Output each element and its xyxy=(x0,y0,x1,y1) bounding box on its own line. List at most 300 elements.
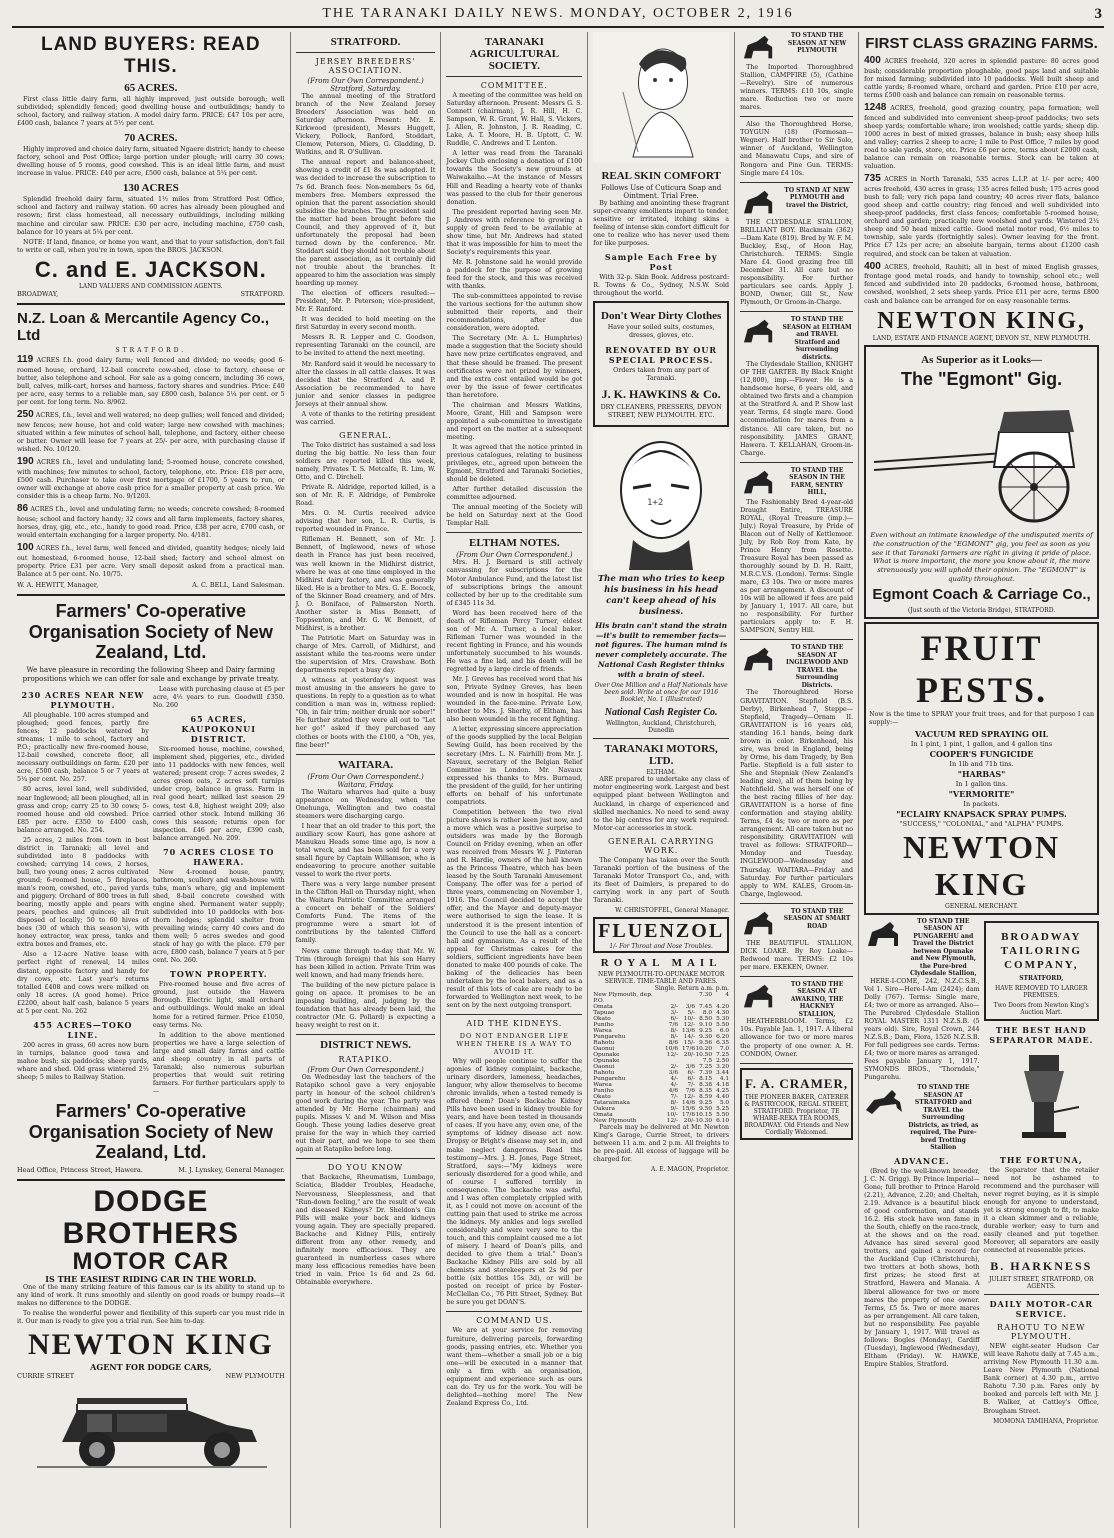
article-paragraph: The election of officers resulted:—President, Mr. P. Peterson; vice-president, Mr. F. Ranford. xyxy=(295,290,436,314)
lot-acres: 119 xyxy=(17,354,34,366)
farmers-manager: M. J. Lynskey, General Manager. xyxy=(178,1166,285,1175)
timetable-cell: 7.0 xyxy=(719,1046,730,1052)
newton-address-left: CURRIE STREET xyxy=(17,1372,75,1381)
lot-acres: 250 xyxy=(17,409,34,421)
article-paragraph: The sub-committees appointed to revise the various sections for the autumn show submitted their reports, and their recommendations, after due consideration, were adopted. xyxy=(446,293,583,333)
timetable-columns: Single. Return a.m. p.m. xyxy=(654,985,730,992)
stallion-heading: TO STAND AT NEW PLYMOUTH and travel the District, xyxy=(784,186,850,209)
divider xyxy=(740,976,853,977)
article-paragraph: News came through to-day that Mr. W. Trim (through foreign) that his son Harry has been killed in action. Private Trim was well known, and had many friends here. xyxy=(295,947,436,979)
horse-icon xyxy=(740,981,778,1013)
timetable-cell: 2/- xyxy=(670,1004,679,1010)
cuticura-heading: REAL SKIN COMFORT xyxy=(601,170,721,182)
trotter-name: ADVANCE. xyxy=(894,1155,950,1166)
timetable-cell: 14/- xyxy=(683,1034,696,1040)
loan-company-sub: STRATFORD. xyxy=(115,347,187,355)
gig-text: Even without an intimate knowledge of the undisputed merits of the construction of the "EGMONT" gig, you feel as soon as you see it that Taranaki farmers are right in giving it pride of place. What is more important, the more you know about it, the more strenuously you will uphold their opinion. The "EGMONT" is quality throughout. xyxy=(870,531,1093,583)
timetable-stop: Okato xyxy=(593,1094,611,1100)
timetable-cell: 7.30 xyxy=(699,992,713,998)
loan-manager: W. A. HEWITT, Manager, xyxy=(17,581,99,590)
stallion-ad xyxy=(864,918,979,978)
royal-mail-text: Parcels may be delivered at Mr. Newton King's Garage, Currie Street, to drivers between 11 a.m. and 2 p.m. All freights to be pre-paid. All excess of luggage will be charged for. xyxy=(593,1124,730,1164)
horse-icon xyxy=(740,467,778,499)
motor-car-heading: MOTOR CAR xyxy=(72,1248,230,1276)
woman-portrait-illustration xyxy=(593,32,729,162)
article-paragraph: The Secretary (Mr. A. L. Humphries) made a suggestion that the Society should have new prize certificates engraved, and that these should be framed. The present certificates were not prized by winners, and the extra cost entailed would be got over by the issue of fewer certificates than heretofore. xyxy=(446,335,583,399)
stallion-heading: TO STAND THE SEASON AT PUNGAREHU and Travel the District between Opunake and New Plymouth, the Pure-bred Clydesdale Stallion, xyxy=(910,917,977,978)
listing-heading: 230 ACRES NEAR NEW PLYMOUTH. xyxy=(21,690,145,711)
lot-acres: 400 xyxy=(864,55,881,67)
article-paragraph: Mr. J. Greves has received word that his son, Private Sydney Greves, has been wounded and is now in hospital. He was wounded in the face-mine. Private Low, brother to Mrs. J. Sherby, of Eltham, has also been wounded in the recent fighting. xyxy=(446,676,583,724)
stallion-ad xyxy=(740,187,853,313)
listing-text: Six-roomed house, machine, cowshed, implement shed, piggeries, etc., divided into 11 paddocks with new fences, well watered; present crop: 7 acres swedes, 2 acres green oats, 2 acres soft turnips under crop, balance in grass. Farm in real good heart; milked last season 29 cows, test 4.8, highest weight 209; also carried other stock. Intend milking 36 cows this season; returns open for inspection. £46 per acre, £390 cash, balance arranged. No. 209. xyxy=(152,746,285,842)
horse-icon xyxy=(740,187,778,219)
express-text: We are at your service for removing furniture, delivering parcels, forwarding goods, passing entries, etc. Whether you want them—whether a small job or a big one—will be executed in a manner that only a firm with an organisation, equipment and experience such as ours can do. Try us for the work. You will be delighted—nothing more! The New Zealand Express Co., Ltd. xyxy=(446,1327,583,1407)
timetable-stop: Warea xyxy=(593,1028,612,1034)
listing-text: All ploughable. 100 acres stumped and ploughed; good fences, partly fire fences; 12 paddocks watered by streams; 1 mile to school, factory and P.O.; practically new five-roomed house, 12-bail cowshed, concrete floor, all necessary outbuildings on farm. £20 per acre, £500 cash, balance 5 or 7 years at 5¼ per cent. No. 257. xyxy=(17,712,149,784)
listing-heading: 70 ACRES CLOSE TO HAWERA. xyxy=(163,846,275,867)
eltham-article xyxy=(446,559,582,1010)
article-paragraph: A meeting of the committee was held on Saturday afternoon. Present: Messrs G. S. Connett (chairman), J. R. Hill, H. C. Sampson, W. R. Grant, W. Hall, S. Vickers, J. Allen, R. Johnston, J. R. Reading, C. Lake, A. T. Moore, H. B. Uptott, C. W. Ruddle, C. Andrews and T. Lenton. xyxy=(446,92,583,148)
lot-description: ACRES f.h., level and undulating land; 5-roomed house, concrete cowshed, with machines; few minutes to school, factory, telephone, etc. Price: £18 per acre, £500 cash. Purchaser to take over first mortgage of £1700, 5 years to run, or owner will exchange at above cash price for a smaller property at cash price. We consider this is a cheap farm. No. 9/1203. xyxy=(17,459,285,501)
fluenzol-sub: 1/- For Throat and Nose Troubles. xyxy=(609,943,713,950)
jackson-firm-sub: LAND VALUERS AND COMMISSION AGENTS. xyxy=(78,282,223,290)
timetable-cell: 4/6 xyxy=(668,1088,679,1094)
property-lot xyxy=(17,542,285,579)
timetable-cell: 3/- xyxy=(670,1010,679,1016)
correspondent-line: (From Our Own Correspondent.) Stratford, Saturday. xyxy=(307,77,424,93)
lot-description: ACRES, f.h., level and well watered; no deep gullies; well fenced and divided; new fences; new house, hot and cold water; large new cowshed with machines; situated within a few minutes of school hall, telephone, and factory, either cheese or butter. Owner will lease for 7 years at 25/- per acre, with purchasing clause if wished. No. 10/120. xyxy=(17,412,285,454)
doans-text: Why will people continue to suffer the agonies of kidney complaint, backache, urinary disorders, lameness, headaches, languor, why allow themselves to become chronic invalids, when a tested remedy is offered them? Doan's Backache Kidney Pills have been used in kidney trouble for years, and have been tested in thousands of cases. If you have any, even one, of the symptoms of kidney disease act now. Dropsy or Bright's disease may set in, and make neglect dangerous. Read this testimony—Mrs. J. H. Jones, Page Street, Stratford, says:—"My kidneys were seriously disordered for a good while, and of course I suffered terribly in consequence. The backache was awful, and I was often completely crippled with it, as I could not move on account of the cutting pain that used to strike me across the kidneys. My ankles and legs swelled considerably and were very sore to the touch, and this complaint caused me a lot of misery. I heard of Doan's pills, and decided to give them a trial." Doan's Backache Kidney Pills are sold by all chemists and storekeepers at 2s 9d per bottle (six bottles 15s 3d), or will be posted on receipt of price by Foster-McClellan Co., 76 Pitt Street, Sydney. But be sure you get DOAN'S. xyxy=(446,1058,583,1307)
taranaki-motors-sub: ELTHAM. xyxy=(646,769,676,777)
fruit-pests-heading: FRUIT PESTS. xyxy=(916,627,1048,710)
listing-text: New 4-roomed house, pantry, bathroom, scullery and wash-house with tubs, man's whare, gig and implement shed, 8-bail concrete cowshed with engine shed. Permanent water supply; subdivided into 10 paddocks with box-thorn hedges; splendid shelter from prevailing winds; carry 40 cows and do them well; 5 acres swedes and good stack of hay go with the place. £79 per acre, £800 cash, balance 7 years at 5 per cent. No. 260. xyxy=(152,868,285,965)
divider xyxy=(740,462,853,463)
motor-service-signature: MOMONA TAMIHANA, Proprietor. xyxy=(993,1417,1100,1425)
newton-king-heading: NEWTON KING xyxy=(28,1328,274,1362)
timetable-cell: 10.50 xyxy=(695,1052,713,1058)
timetable-cell: 9.25 xyxy=(699,1100,713,1106)
note-text: NOTE: If land, finance, or home you want, and that to your satisfaction, don't fail to write or call, when you're in town, upon the BROS. JACKSON. xyxy=(17,238,285,254)
property-lot xyxy=(17,354,285,407)
cramer-heading: F. A. CRAMER, xyxy=(744,1075,849,1091)
timetable-cell: 7.5 xyxy=(702,1058,713,1064)
dry-cleaners-ad xyxy=(593,301,729,426)
divider xyxy=(740,182,853,183)
timetable-stop: Warea xyxy=(593,1082,612,1088)
timetable-cell: 6/- xyxy=(687,1070,696,1076)
horse-icon xyxy=(740,316,778,348)
stallion-text: The Clydesdale Stallion, KNIGHT OF THE GARTER. By Black Knight (12,800), imp.—Flower. He is a handsome horse, 6 years old, and obtained two firsts and a champion at the Stratford A. and P. Show last year. Terms, £4 single mare. Good accommodation for mares from a distance. All care taken, but no responsibility. JAMES GRANT, Hawera. T. KELLAHAN, Groom-in-Charge. xyxy=(740,361,854,457)
article-paragraph: Word has been received here of the death of Rifleman Percy Turner, eldest son of Mr. A. Turner, a local baker. Rifleman Turner was wounded in the recent fighting in France, and his wounds unfortunately succumbed to his wounds. He was a fine lad, and his death will be regretted by a large circle of friends. xyxy=(446,609,583,674)
timetable-cell: 15/- xyxy=(683,1040,696,1046)
timetable-stop: Opunake xyxy=(593,1052,620,1058)
stallion-ad xyxy=(740,316,853,463)
timetable-cell: 5.25 xyxy=(716,1106,730,1112)
fortuna-name: THE FORTUNA, xyxy=(999,1154,1083,1165)
newton-king-land-sub: LAND, ESTATE AND FINANCE AGENT, DEVON ST., NEW PLYMOUTH. xyxy=(872,334,1091,342)
ncr-text: His brain can't stand the strain—it's built to remember facts—not figures. The human mind is never completely accurate. The National Cash Register thinks with a brain of steel. xyxy=(595,620,728,679)
fruit-product: In packets. xyxy=(963,799,1000,808)
property-lot xyxy=(864,173,1099,258)
timetable-cell: 13/6 xyxy=(682,1028,696,1034)
stallion-ad xyxy=(740,32,853,117)
timetable-stop: Omata xyxy=(593,1004,613,1010)
timetable-stop: Rahotu xyxy=(593,1070,615,1076)
ncr-small: Over One Million and a Half Nationals have been sold. Write at once for our 1916 Booklet, No. 1 (Illustrated) xyxy=(594,682,728,704)
timetable-cell: 4.18 xyxy=(716,1082,730,1088)
stallion-text: HEATHERBLOOM. Terms, £2 10s. Payable Jan. 1, 1917. A liberal allowance for two or more mares the property of one owner. A. H. CONDON, Owner. xyxy=(740,1018,854,1058)
stallion-text: HERE-I-COME, 242, N.Z.C.S.B., Vol 1. Sire—Here-I-Am (2424); dam Dolly (767). Terms: Single mare, £4; two or more as arranged. Also— The Purebred Clydesdale Stallion ROYAL MASTER 1311 N.Z.S.B. (5 years old). Sire, Royal Crown, 244 N.Z.S.B.; Dam, Flora, 1526 N.Z.S.B. For full pedigrees see cards. Terms: £4; two or more mares as arranged. Fees payable January 1, 1917. SYMONDS BROS., "Thorndale," Pungarehu. xyxy=(864,977,980,1082)
svg-text:1+2: 1+2 xyxy=(647,497,664,508)
agricultural-society-heading: TARANAKI AGRICULTURAL SOCIETY. xyxy=(469,36,560,72)
lot-description: ACRES freehold, 320 acres in splendid pasture: 80 acres good bush; considerable proportion ploughable, good paps land and suitable for mixed farming; subdivided into 10 paddocks. Well built sheep and cattle yards; 8-roomed whare, orchard and garden. Price £10 per acre, terms £500 cash and balance can remain on reasonable terms. xyxy=(864,58,1100,100)
general-subheading: GENERAL. xyxy=(339,430,392,440)
divider xyxy=(740,639,853,640)
horse-icon xyxy=(740,644,778,676)
column-1 xyxy=(12,32,291,1528)
lot-text: First class little dairy farm, all highly improved, just outside borough; well subdivided; splendidly fenced; good dwelling house and outbuildings; handy to school, factory, and railway station. A model dairy farm. PRICE: £47 10s per acre, £400 cash, balance 7 years at 5½ per cent. xyxy=(17,96,285,128)
column-6 xyxy=(859,32,1104,1528)
article-paragraph: A letter was read from the Taranaki Jockey Club enclosing a donation of £100 towards the Society's new grounds at Waiwakaiho.—At the instance of Messrs Hill and Reading a hearty vote of thanks was passed to the club for their generous donation. xyxy=(446,150,583,206)
timetable-stop: Puniho xyxy=(593,1022,614,1028)
timetable-cell: 9.56 xyxy=(699,1040,713,1046)
carrying-signature: W. CHRISTOFFEL, General Manager. xyxy=(615,907,730,914)
timetable-cell: 8.59 xyxy=(699,1094,713,1100)
lot-acres: 100 xyxy=(17,542,34,554)
separator-text: the Separator that the retailer need not be ashamed to recommend and the purchaser will never regret buying, as it is simple enough for anyone to understand, yet is strong enough to fit, to make it a clean skimmer and a reliable, durable worker; easy to turn and easily cleaned and put together. Moreover, all separators are easily connected at reasonable prices. xyxy=(983,1166,1100,1255)
timetable-stop: Omata xyxy=(593,1112,613,1118)
farmers-coop-title: Farmers' Co-operative Organisation Society of New Zealand, Ltd. xyxy=(28,601,273,663)
orders-line: Orders taken from any part of Taranaki. xyxy=(613,366,710,382)
stallion-text: The Imported Thoroughbred Stallion, CAMPFIRE (5), (Cathine—Revelry). Sire of numerous winners. TERMS: £10 10s, single mare. Reduction two or more mares. xyxy=(740,64,854,112)
lot-acres: 1248 xyxy=(864,102,887,114)
timetable-cell: 20/- xyxy=(683,1052,696,1058)
fruit-product: "HARBAS" xyxy=(957,768,1006,779)
timetable-cell: 8.38 xyxy=(699,1082,713,1088)
timetable-cell: 10/- xyxy=(666,1112,679,1118)
timetable-cell: 8/- xyxy=(670,1034,679,1040)
carrying-text: The Company has taken over the South Taranaki portion of the business of the Taranaki Motor Transport Co., and, with its fleet of Daimlers, is prepared to do carrying work in any part of South Taranaki. xyxy=(593,856,730,904)
gin-pills-text: that Backache, Rheumatism, Lumbago, Sciatica, Bladder Troubles, Headache, Nervousness, Sleeplessness, and that "Run-down feeling," are the result of weak and diseased Kidneys? Dr. Sheldon's Gin Pills will make your back and kidneys young again. They are specially prepared. Backache and Kidney Pills, entirely different from any other remedy, and infinitely more efficacious. They are guaranteed in numberless cases where many less efficacious remedies have been tried in vain. Price 1s 6d and 2s 6d. Obtainable everywhere. xyxy=(295,1174,436,1287)
timetable-stop: New Plymouth, dep. P.O. xyxy=(593,992,653,1004)
fruit-product: "SUCCESS," "COLONIAL," and "ALPHA" PUMPS. xyxy=(899,819,1064,828)
timetable-cell: 8/- xyxy=(670,1028,679,1034)
timetable-cell: 12/- xyxy=(683,1094,696,1100)
timetable-cell: 9.10 xyxy=(699,1022,713,1028)
man-head-illustration xyxy=(593,430,729,570)
correspondent-line: (From Our Own Correspondent.) xyxy=(456,551,573,560)
timetable-stop: Pungarehu xyxy=(593,1076,626,1082)
article-paragraph: A letter, expressing sincere appreciation of the goods supplied by the local Belgian Sewing Guild, has been received by the secretary (Mrs. L. N. Fairhill) from Mr. J. Navaux, secretary of the Belgian Relief Committee in London. Mr. Navaux expressed his thanks to Mrs. Burnaud, the president of the guild, for her untiring efforts on behalf of his unfortunate compatriots. xyxy=(446,726,583,806)
timetable-cell: 6.10 xyxy=(716,1118,730,1124)
timetable-stop: Rahotu xyxy=(593,1040,615,1046)
land-buyers-heading: LAND BUYERS: READ THIS. xyxy=(40,34,261,77)
timetable-cell: 6.0 xyxy=(719,1028,730,1034)
jackson-firm-name: C. and E. JACKSON. xyxy=(34,256,267,282)
column-2 xyxy=(291,32,442,1528)
listing-text: 200 acres in grass, 60 acres now burn in turnips, balance good tawa and mahoe bush; six paddocks; sheep yards, whare and shed. Old grass wintered 2½ sheep; 5 miles to Railway Station. xyxy=(17,1041,149,1081)
cramer-sub: THE PIONEER BAKER, CATERER & PASTRYCOOK, REGAL STREET, STRATFORD. Proprietor, TE WHARE-REKA TEA ROOMS, BROADWAY. Old Friends and New Cordially Welcomed. xyxy=(744,1093,849,1136)
lot-text: Highly improved and choice dairy farm, situated Ngaere district; handy to cheese factory, school and Post Office; large portion under plough; will carry 30 cows; dwelling house of 5 rooms, good cowshed. This is an ideal little farm, and must increase in value. PRICE: £40 per acre, £500 cash, balance at 5¼ per cent. xyxy=(17,146,285,178)
timetable-cell: 20/- xyxy=(683,1118,696,1124)
timetable-cell: 8.15 xyxy=(699,1076,713,1082)
article-paragraph: The annual meeting of the Stratford branch of the New Zealand Jersey Breeders' Association was held on Saturday afternoon. Present: Mr. E. Kirkwood (president), Messrs Huggett, Vickery, Pollock, Ranford, Stoddart, Clemow, Peterson, Miers, G. Gladding, D. Watkins, and R. O'Sullivan. xyxy=(295,93,436,157)
command-us-heading: COMMAND US. xyxy=(476,1316,553,1326)
timetable-cell: 14/6 xyxy=(682,1100,696,1106)
cream-separator-illustration xyxy=(984,1047,1094,1147)
timetable-cell: 4.40 xyxy=(716,1094,730,1100)
stallion-ad xyxy=(740,981,853,1064)
article-paragraph: Private R. Aldridge, reported killed, is a son of Mr. R. F. Aldridge, of Pembroke Road. xyxy=(295,484,436,508)
timetable-cell: 10/- xyxy=(683,1016,696,1022)
stallion-heading: TO STAND THE SEASON AT NEW PLYMOUTH xyxy=(787,32,847,54)
listing-text: 80 acres, level land, well subdivided, near Inglewood; all been ploughed, all in grass and crop; carry 25 to 30 cows; 5-roomed house and old cowshed. Price £85 per acre. £350 to £400 cash, balance arranged. No. 254. xyxy=(17,786,149,834)
stallion-ad xyxy=(740,467,853,641)
dodge-tagline: IS THE EASIEST RIDING CAR IN THE WORLD. xyxy=(45,1274,257,1285)
correspondent-line: (From Our Own Correspondent.) Waitara, Friday. xyxy=(307,772,424,789)
lot-description: ACRES, freehold, Rauhiti; all in best of mixed English grasses, frontage good metal roads, and handy to township, school etc.; well fenced and subdivided into 20 paddocks, 6-roomed house, bathroom, cowshed, woolshed, 2 sets sheep yards. Price £11 per acre, terms £800 cash and balance can be arranged for on easy reasonable terms. xyxy=(864,263,1100,305)
page-number: 3 xyxy=(1094,6,1102,22)
motor-service-text: NEW eight-seater Hudson Car will leave Rahotu daily at 7.45 a.m., arriving New Plymouth 11.30 a.m. Leave New Plymouth (National Bank corner) at 4.30 p.m., arrive Rahotu 7.30 p.m. Fares only by booked and parcels left with Mr. J. B. Walker, at Cattley's Office, Brougham Street. xyxy=(983,1343,1100,1415)
harkness-name: B. HARKNESS xyxy=(990,1259,1093,1274)
newton-address-right: NEW PLYMOUTH xyxy=(225,1372,285,1381)
timetable-cell: 8.50 xyxy=(699,1016,713,1022)
timetable-stop: Opunake xyxy=(593,1058,620,1064)
listing-text: 25 acres, 2 miles from town in best district in Taranaki; all level and subdivided into 8 paddocks with cowshed; carrying 14 cows, 2 horses, bull, two young ones; 2 acres cultivated ground; 6-roomed house, 5 fireplaces, man's room, cowshed, etc., paved yards and piggery. Orchard of 800 trees in full bearing, mostly apple and pears with pears, peaches and quinces; all fruit disposed of locally; 50 to 60 hives of bees (30 of which this season's), with honey extractor, wax press, tanks and extra boxes and frames, etc. xyxy=(17,836,149,949)
timetable-cell: 10/6 xyxy=(665,1046,679,1052)
farmers-head-office: Head Office, Princess Street, Hawera. xyxy=(17,1166,143,1175)
fruit-product-list xyxy=(869,729,1094,828)
timetable-cell: 9.25 xyxy=(699,1028,713,1034)
kidneys-heading: AID THE KIDNEYS. xyxy=(466,1019,563,1029)
timetable-cell: 5/- xyxy=(687,1010,696,1016)
divider xyxy=(740,1063,853,1064)
farmers-coop-title-footer: Farmers' Co-operative Organisation Society of New Zealand, Ltd. xyxy=(28,1100,273,1163)
correspondent-line: (From Our Own Correspondent.) xyxy=(307,1065,424,1074)
timetable-cell: 3.20 xyxy=(716,1064,730,1070)
property-lot xyxy=(17,409,285,454)
timetable-cell: 8/- xyxy=(670,1100,679,1106)
timetable-cell: 6/- xyxy=(670,1016,679,1022)
timetable-cell: 3/6 xyxy=(685,1004,696,1010)
stallion-ad xyxy=(740,908,853,977)
waitara-article xyxy=(296,789,436,1030)
farmers-intro: We have pleasure in recording the following Sheep and Dairy farming propositions which we can offer for sale and exchange by private treaty. xyxy=(22,666,280,684)
timetable-cell: 5.30 xyxy=(716,1016,730,1022)
article-paragraph: The Patriotic Mart on Saturday was in charge of Mrs. Carroll, of Midhirst, and assistant while the tea-rooms were under the supervision of Mrs. Crawshaw. Both departments report a busy day. xyxy=(295,634,436,675)
property-lot xyxy=(17,503,285,540)
horse-icon xyxy=(864,918,904,952)
renovated-line: RENOVATED BY OUR SPECIAL PROCESS. xyxy=(605,344,718,365)
stallion-text: The Thoroughbred Horse GRAVITATION. Stepfield (B.S. Derby), Birkenhead 7, Steppe—Stepfield, Tragedy—Ornam II. GRAVITATION is 16 years old, standing 16.1 hands, being dark brown in color. Birkenhead, his sire, was bred in England, being by Orme, his dam Tragedy, by Ben Parlie. Stepfield is a full sister to She and Stepniak (New Zealand's leading sire), all of them being by Natchfield. She was herself one of the best racing fillies of her day. GRAVITATION is a horse of fine conformation and staying ability. Terms, £4 4s; two or more as per arrangement. All care taken but no responsibility. GRAVITATION will travel as follows: STRATFORD—Monday and Tuesday. INGLEWOOD—Wednesday and Thursday. WAITARA—Friday and Saturday. For further particulars apply to WM. KALES, Groom-in-Charge, Inglewood. xyxy=(740,689,854,898)
listing-text: Also a 12-acre Native lease with perfect right of renewal, 14 miles distant, opposite factory and handy for dry cows, etc. Last year's returns totalled £408 and cows were milked on only 18 acres. (A good home). Price £2200, about half cash, balance 5 years at 5 per cent. No. 262 xyxy=(17,951,149,1015)
article-paragraph: Competition between the two rival picture shows is rather keen just now, and a move which was a positive surprise to outsiders was made by the Borough Council on Friday evening, when an offer was received from Messrs W. J. Pinteran and R. Hardie, owners of the hall known as the Princess Theatre, which has been leased by the South Taranaki Amusement Company. The offer was for a period of three years, commencing on November 1, 1916. The Council decided to accept the offer, and the Mayor and deputy-mayor were authorised to sign the lease. It is understood it is the present intention of the Council to use the hall as a concert-hall and gymnasium. As a result of the appeal for Christmas cakes for the soldiers, sufficient ingredients have been donated to make 400 pounds of cake. The baking of the delicacies has been undertaken by the local bakers, and as a result of this lots of cake are ready to be forwarded to Wellington next week, to be sent on by the next outgoing transport. xyxy=(446,808,583,1009)
timetable-cell: 8.35 xyxy=(699,1088,713,1094)
cuticura-address: With 32-p. Skin Book. Address postcard: R. Towns & Co., Sydney, N.S.W. Sold throughout the world. xyxy=(593,274,730,298)
lot-description: ACRES f.h., level and undulating farm; no weeds; concrete cowshed; 8-roomed house; school and factory handy; 32 cows and all farm implements, factory shares, horses, dray, gig, etc., etc., handy to good road. Price, £38 per acre, £700 cash, or would entertain exchanging for a larger property. No. 4/181. xyxy=(17,506,285,540)
trotter-ad xyxy=(864,1084,979,1152)
lot-acres: 86 xyxy=(17,503,29,515)
divider xyxy=(740,116,853,117)
lower-ads-right xyxy=(984,918,1099,1425)
listing-text: Five-roomed house and five acres of ground, just outside the Hawera Borough. Electric light, small orchard and outbuildings. Would make an ideal home for a retired farmer. Price £1050, easy terms. No. xyxy=(152,981,285,1029)
dodge-text: One of the many striking feature of this famous car is its ability to stand up to any kind of work. It runs smoothly and silently on good roads or bumpy roads—it makes no difference to the DODGE. xyxy=(17,1284,285,1308)
lot-acres: 190 xyxy=(17,456,34,468)
timetable-stop: Oakura xyxy=(593,1106,615,1112)
farmers-listings-right xyxy=(153,686,285,1098)
horse-icon xyxy=(740,908,778,940)
ratapiko-heading: RATAPIKO. xyxy=(338,1054,393,1064)
timetable-cell: 7.39 xyxy=(699,1070,713,1076)
cuticura-text: By bathing and anointing these fragrant super-creamy emollients impart to tender, sensitive or irritated, itching skins a feeling of intense skin comfort difficult for one to realize who has never used them for like purposes. xyxy=(593,200,730,248)
timetable-cell: 4.20 xyxy=(716,1004,730,1010)
farmers-listings-left xyxy=(17,686,149,1098)
timetable-cell: 5.50 xyxy=(716,1022,730,1028)
article-paragraph: Mr. R. Johnstone said he would provide a paddock for the purpose of growing feed for the stock, and this was received with thanks. xyxy=(446,258,583,291)
lot-description: ACRES f.h., level farm, well fenced and divided, quantity hedges; nicely laid out homestead, 6-roomed house, 12-bail shed; factory and school almost on property. Price £31 per acre. Very small deposit asked from a practical man. Balance at 5 per cent. No. 10/75. xyxy=(17,545,285,579)
do-you-know-heading: DO YOU KNOW xyxy=(327,1163,404,1173)
article-paragraph: Messrs R. R. Lepper and C. Goodson, representing Taranaki on the council, are to be invited to attend the next meeting. xyxy=(295,334,436,358)
article-paragraph: The Toko district has sustained a sad loss during the big battle. No less than four soldiers are reported killed this week, namely, Privates T. S. Metcalfe, R. Lim, W. Otto, and C. Dirchell. xyxy=(295,441,436,482)
fruit-product: In 1 gallon tins. xyxy=(955,779,1008,788)
stallion-heading: TO STAND THE SEASON AT SMART ROAD xyxy=(783,907,851,930)
broadway-text: HAVE REMOVED TO LARGER PREMISES. xyxy=(995,984,1088,999)
fruit-product: "VERMORITE" xyxy=(948,788,1015,799)
timetable-cell: 5.0 xyxy=(719,1100,730,1106)
grazing-farms-heading: FIRST CLASS GRAZING FARMS. xyxy=(865,35,1098,52)
stallion-text: Also the Thoroughbred Horse, TOYGUN (18) (Formosan—Wegner). Half brother to Sir Solo, winner of Auckland, Wellington and Manawatu Cups, and sire of Rongora and Pine Gun. TERMS: Single mare £4 10s. xyxy=(740,121,854,177)
fruit-product: COOPER'S FUNGICIDE xyxy=(929,748,1034,759)
fruit-pests-text: Now is the time to SPRAY your fruit trees, and for that purpose I can supply:— xyxy=(869,710,1095,726)
timetable-cell: 3/6 xyxy=(685,1064,696,1070)
timetable-cell: 4 xyxy=(725,992,730,998)
article-paragraph: It was decided to hold meeting on the first Saturday in every second month. xyxy=(295,316,436,332)
ratapiko-text: On Wednesday last the teachers of the Ratapiko school gave a very enjoyable party in honour of the school children's good work during the year. The party was attended by Mr. Horne (chairman) and pupils. Misses V. and M. Wilson and Miss Gough. These young ladies deserve great praise for the way in which they carried out their part, and we hope to see them again at Ratapiko before long. xyxy=(295,1073,436,1154)
timetable-cell: 8/6 xyxy=(668,1040,679,1046)
firm-address-left: BROADWAY, xyxy=(17,289,59,298)
stallion-header xyxy=(740,32,853,64)
article-paragraph: The Waitara wharves had quite a busy appearance on Wednesday, when the Onehunga, Wellington and two coastal steamers were discharging cargo. xyxy=(295,788,436,820)
article-paragraph: A witness at yesterday's inquest was most amusing in the answers he gave to questions. In reply to a question as to what condition a man was in, witness replied: "Oh, in fair trim; neither drunk nor sober!" He further stated they were all out to "Let her go!" asked if they purchased any clothes or boots with the £100, a "Oh, yes, fine beer!" xyxy=(295,677,436,749)
timetable-cell: 10.20 xyxy=(695,1046,713,1052)
timetable-cell: 17/6 xyxy=(682,1112,696,1118)
timetable-cell: 9/- xyxy=(670,1106,679,1112)
timetable-stop: Puniho xyxy=(593,1088,614,1094)
lot-acres: 400 xyxy=(864,260,881,272)
newton-king-land-heading: NEWTON KING, xyxy=(877,307,1086,334)
lower-ads xyxy=(864,918,1099,1425)
royal-mail-sub: NEW PLYMOUTH-TO-OPUNAKE MOTOR SERVICE. TIME-TABLE AND FARES. xyxy=(597,971,725,985)
timetable-cell: 9.30 xyxy=(699,1034,713,1040)
masthead xyxy=(12,6,1104,28)
firm-address-right: STRATFORD. xyxy=(240,289,285,298)
timetable-cell xyxy=(678,992,695,1004)
divider xyxy=(740,311,853,312)
lot-description: ACRES, freehold, good grazing country, papa formation; well fenced and subdivided into convenient sheep-proof paddocks; two sets sheep yards; comfortable whare; iron woolshed; cattle yards; sheep dip. 1000 acres in best of mixed grasses, balance in bush; easy sheep hills and valley; carries 2 sheep to acre; 1 mile to Post Office, 7 miles by good road to sale yards, store, etc. Price £6 per acre, terms about £2000 cash, balance can remain on reasonable terms. Stock can be taken at valuation. xyxy=(864,105,1100,171)
timetable-stop: New Plymouth xyxy=(593,1118,637,1124)
carrying-heading: GENERAL CARRYING WORK. xyxy=(608,836,715,855)
fluenzol-heading: FLUENZOL xyxy=(598,920,725,942)
harkness-address: JULIET STREET, STRATFORD, OR AGENTS. xyxy=(989,1276,1094,1291)
egmont-gig-ad xyxy=(864,345,1099,619)
listing-heading: TOWN PROPERTY. xyxy=(169,969,268,980)
egmont-coach-address: (Just south of the Victoria Bridge), STRATFORD. xyxy=(907,606,1056,614)
fruit-product: VACUUM RED SPRAYING OIL xyxy=(914,728,1049,739)
broadway-text-2: Two Doors from Newton King's Auction Mart. xyxy=(993,1001,1089,1016)
dirty-clothes-heading: Don't Wear Dirty Clothes xyxy=(601,310,722,323)
stallion-header xyxy=(740,908,853,940)
jersey-subheading: JERSEY BREEDERS' ASSOCIATION. xyxy=(315,57,416,75)
stallion-ad xyxy=(740,121,853,182)
stallion-heading: TO STAND THE SEASON at ELTHAM and TRAVEL Stratford and Surrounding districts. xyxy=(782,316,852,361)
timetable-cell: 4.1 xyxy=(719,1076,730,1082)
timetable-cell: 6.35 xyxy=(716,1040,730,1046)
lot-description: ACRES f.h. good dairy farm; well fenced and divided; no weeds; good 6-roomed house, orchard, 12-bail concrete cow-shed, close to factory, cheese or butter, also telephone and school. For sale as a going concern, including 36 cows, bull, calves, milk-cart, horses and harness, factory shares and sundries. Price: £40 per acre, easy terms to a reliable man, say £800 cash, balance 5¼ per cent. or 5 per cent. for long term. No. 8/962. xyxy=(17,357,285,407)
society-article xyxy=(446,92,582,528)
timetable-cell: 4.30 xyxy=(716,1010,730,1016)
timetable-cell: 6.20 xyxy=(716,1034,730,1040)
loan-company-name: N.Z. Loan & Mercantile Agency Co., Ltd xyxy=(17,309,269,344)
timetable-cell: 6/- xyxy=(687,1076,696,1082)
motor-car-illustration xyxy=(17,1380,277,1475)
timetable-row xyxy=(593,992,729,1004)
lot-text: Splendid freehold dairy farm, situated 1½ miles from Stratford Post Office, school and factory and railway station. 60 acres has already been ploughed and resown; first class homestead, all necessary outbuildings, including milking machine and circular saw. PRICE: £30 per acre, including machine, £750 cash, balance for 10 years at 5¼ per cent. xyxy=(17,196,285,236)
hawkins-address: DRY CLEANERS, PRESSERS, DEVON STREET, NEW PLYMOUTH. ETC. xyxy=(600,403,722,419)
listing-text: In addition to the above mentioned properties we have a large selection of large and small dairy farms and cattle and sheep country in all parts of Taranaki; also numerous suburban properties that would suit retiring farmers. For further particulars apply to— xyxy=(152,1031,285,1095)
motor-service-heading: DAILY MOTOR-CAR SERVICE. xyxy=(989,1299,1093,1320)
timetable-cell: 15/6 xyxy=(682,1106,696,1112)
lower-ads-left xyxy=(864,918,979,1425)
timetable-cell: 3/6 xyxy=(668,1070,679,1076)
kidneys-subheading: DO NOT ENDANGER LIFE WHEN THERE IS A WAY TO AVOID IT. xyxy=(456,1032,573,1057)
lot-heading: 130 ACRES xyxy=(122,182,179,195)
article-paragraph: It was agreed that the notice printed in previous catalogues, relating to business privileges, etc., agreed upon between the Egmont, Stratford and Taranaki Societies, should be deleted. xyxy=(446,443,583,484)
timetable-stop: Okato xyxy=(593,1016,611,1022)
property-lot xyxy=(17,456,285,501)
ncr-heading: The man who tries to keep his business in his head can't keep ahead of his business. xyxy=(597,573,725,617)
timetable-cell: 12/- xyxy=(683,1022,696,1028)
fruit-product: In 1lb and 71b tins. xyxy=(949,759,1014,768)
broadway-heading: BROADWAY TAILORING COMPANY, xyxy=(1000,930,1082,972)
loan-salesman: A. C. BELL, Land Salesman. xyxy=(192,581,285,590)
motor-service-route: RAHOTU TO NEW PLYMOUTH. xyxy=(997,1323,1086,1342)
timetable-stop: Oaonui xyxy=(593,1064,615,1070)
timetable-cell: 10.30 xyxy=(695,1118,713,1124)
article-paragraph: Mrs. O. M. Curtis received advice advising that her son, L. R. Curtis, is reported wounded in France. xyxy=(295,510,436,534)
stratford-article xyxy=(296,93,436,427)
loan-lot-list xyxy=(17,354,285,579)
stallion-text: THE CLYDESDALE STALLION, BRILLIANT BOY. Blackmain (362)—Dam Kate (819). Bred by W. F. M. Buckley, Esq., of Hoon Hay, Christchurch. TERMS: Single Mare £4. Good grazing free till December 31. All care but no responsibility. For further particulars see cards. Apply J. BOND, Owner, Gill St., New Plymouth, Or Groom-in-Charge. xyxy=(740,218,854,307)
broadway-tailoring-ad xyxy=(984,921,1099,1021)
lot-description: ACRES in North Taranaki, 535 acres L.I.P. at 1/- per acre; 400 acres freehold, 430 acres in grass; 135 acres felled bush; 175 acres good bush to fall; very rich papa land country; 40 acres river flats, balance good sheep and cattle country; ring fenced and well subdivided into sheep-proof paddocks, first class fences; comfortable 5-roomed house, orchard and garden; practically new woolshed and yards. Wintered 2¼ sheep and 50 head mixed cattle. Good metal motor road, 6½ miles to township, sale yards (fortnightly sales). Owner leaving for the front. Price £7 12s per acre; an absolute bargain, terms about £1200 cash required, and stock can be taken at valuation. xyxy=(864,176,1100,258)
horse-icon xyxy=(740,32,778,64)
timetable-cell: 7/6 xyxy=(668,1022,679,1028)
dodge-brothers-heading: DODGE BROTHERS xyxy=(62,1185,239,1250)
timetable-cell: 7/- xyxy=(670,1094,679,1100)
taranaki-motors-text: ARE prepared to undertake any class of motor engineering work. Largest and best equipped plant between Wellington and Auckland, in charge of experienced and skilled mechanics. No need to send away to the big centres for any work required. Motor-car accessories in stock. xyxy=(593,776,730,832)
lot-heading: 70 ACRES. xyxy=(124,132,178,145)
hawkins-name: J. K. HAWKINS & Co. xyxy=(601,386,721,401)
timetable xyxy=(593,992,729,1124)
listing-heading: 455 ACRES—TOKO LINE. xyxy=(33,1019,133,1040)
ncr-address: Wellington, Auckland, Christchurch, Dunedin xyxy=(605,720,717,735)
timetable-stop: Pungarehu xyxy=(593,1034,626,1040)
dirty-clothes-text: Have your soiled suits, costumes, dresses, gloves, etc. xyxy=(607,324,715,340)
farmers-listings xyxy=(17,686,285,1098)
broadway-sub: STRATFORD, xyxy=(1019,974,1064,982)
separator-heading: THE BEST HAND SEPARATOR MADE. xyxy=(989,1024,1094,1045)
